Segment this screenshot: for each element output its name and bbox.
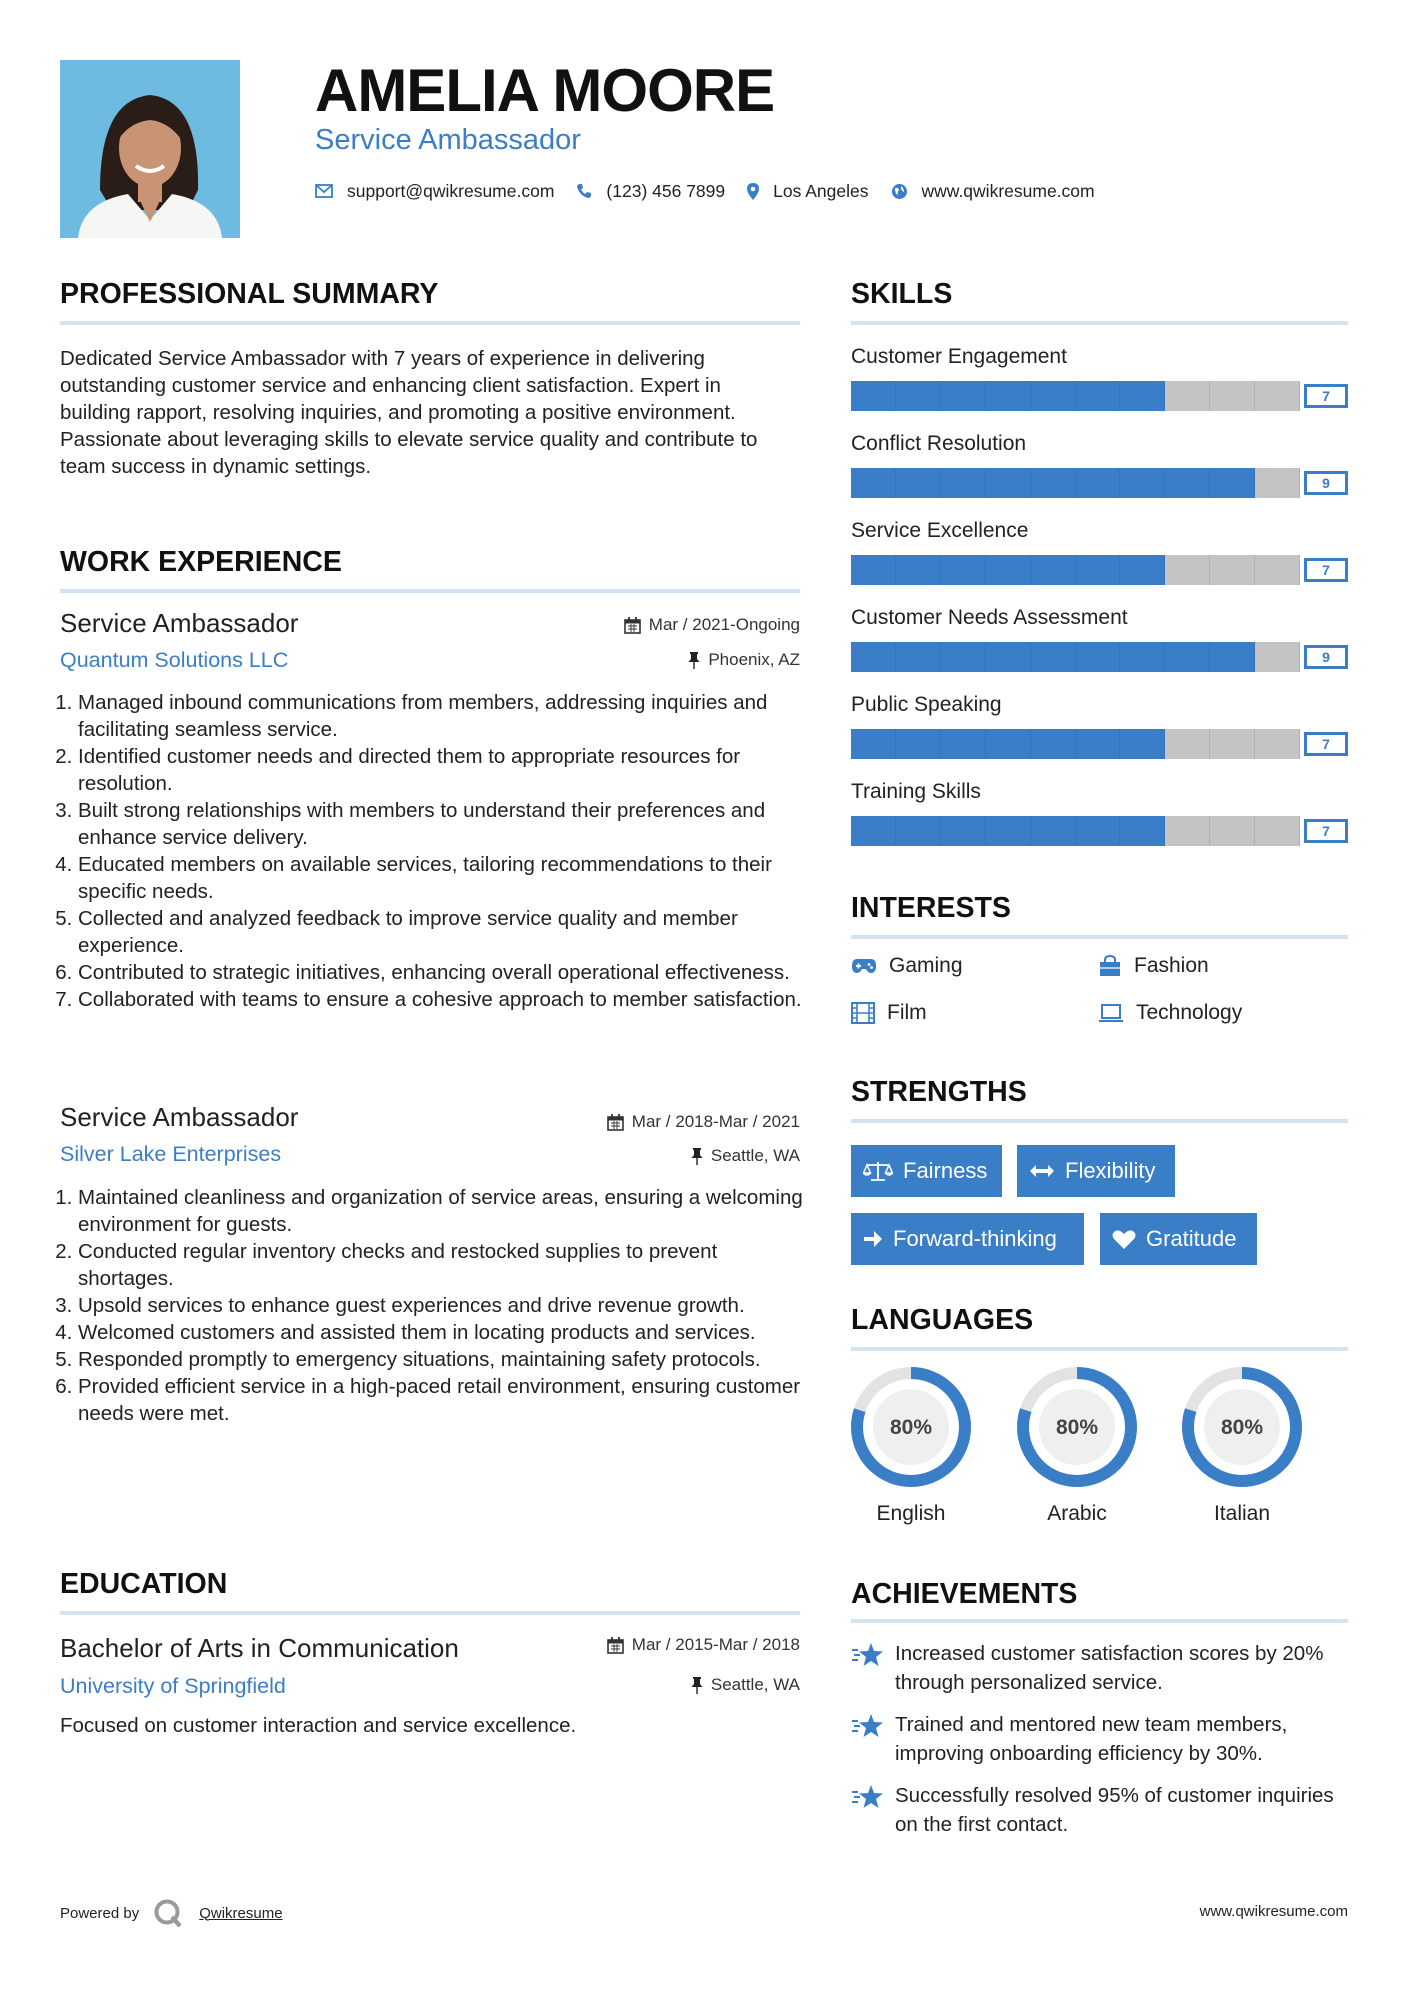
summary-text: Dedicated Service Ambassador with 7 years of experience in delivering outstanding customer service and enhancing client satisfaction. Expert in building rapport, resolving inquiries, and promoting a positive environment. Passionate about leveraging skills to elevate service quality and contribute to team success in dynamic settings. (60, 347, 758, 478)
list-item: 4. Welcomed customers and assisted them in locating products and services. (78, 1319, 813, 1346)
skill-bar-segment-filled (986, 816, 1031, 846)
language-percent: 80% (1055, 1416, 1099, 1439)
interest-label: Film (887, 1001, 927, 1024)
skill-bar-segment-filled (986, 729, 1031, 759)
contact-bar (315, 178, 1117, 204)
skill-bar-segment-filled (851, 642, 896, 672)
skill-bar (851, 555, 1348, 585)
language-item (1180, 1365, 1304, 1526)
list-item: 5. Collected and analyzed feedback to improve service quality and member experience. (78, 905, 803, 959)
skill-bar (851, 729, 1348, 759)
skill-bar-segment-filled (896, 729, 941, 759)
skill-label: Service Excellence (851, 519, 1029, 542)
contact-phone-text: (123) 456 7899 (606, 180, 726, 201)
interest-item-fashion (1098, 954, 1209, 978)
skill-bar-segment-filled (1031, 816, 1076, 846)
contact-website[interactable] (891, 181, 1095, 202)
strength-label: Fairness (903, 1158, 988, 1183)
education-dates-text: Mar / 2015-Mar / 2018 (631, 1635, 800, 1654)
pushpin-icon (688, 652, 700, 669)
achievement-text: Increased customer satisfaction scores by 20% through personalized service. (895, 1642, 1324, 1694)
skill-bar (851, 468, 1348, 498)
skill-level-badge: 7 (1304, 558, 1348, 582)
skill-label: Customer Engagement (851, 345, 1067, 368)
strength-label: Forward-thinking (893, 1226, 1057, 1251)
list-item: 4. Educated members on available services, tailoring recommendations to their specific needs. (78, 851, 803, 905)
qwikresume-logo-icon (153, 1898, 185, 1928)
skill-bar-segment-filled (986, 642, 1031, 672)
powered-by-text: Powered by (60, 1904, 140, 1922)
experience-divider (60, 589, 800, 593)
job-2-title: Service Ambassador (60, 1102, 299, 1132)
list-item: 6. Contributed to strategic initiatives, enhancing overall operational effectiveness. (78, 959, 803, 986)
job-2-dates-text: Mar / 2018-Mar / 2021 (631, 1112, 800, 1131)
job-1-dates-text: Mar / 2021-Ongoing (648, 615, 800, 634)
skill-bar-segment-filled (941, 468, 986, 498)
strength-tag-fairness (851, 1145, 1002, 1197)
language-percent: 80% (889, 1416, 933, 1439)
list-item: 1. Managed inbound communications from members, addressing inquiries and facilitating seamless service. (78, 689, 803, 743)
skill-level-badge: 7 (1304, 384, 1348, 408)
skill-label: Customer Needs Assessment (851, 606, 1128, 629)
list-item: 1. Maintained cleanliness and organization of service areas, ensuring a welcoming environment for guests. (78, 1184, 813, 1238)
skill-bar-segment-filled (1210, 642, 1255, 672)
languages-divider (851, 1347, 1348, 1351)
skill-bar-segment-filled (986, 468, 1031, 498)
calendar-icon (607, 1114, 624, 1131)
achievement-item (851, 1710, 1351, 1768)
summary-divider (60, 321, 800, 325)
heart-icon (1112, 1229, 1136, 1250)
achievements-divider (851, 1619, 1348, 1623)
list-item: 2. Identified customer needs and directed them to appropriate resources for resolution. (78, 743, 803, 797)
strengths-heading: STRENGTHS (851, 1076, 1027, 1108)
language-ring (1180, 1365, 1304, 1489)
shopping-bag-icon (1098, 955, 1122, 977)
skill-bar-segment-filled (1210, 468, 1255, 498)
language-ring (849, 1365, 973, 1489)
film-icon (851, 1002, 875, 1024)
skill-bar-segment-filled (1076, 729, 1121, 759)
map-pin-icon (747, 183, 759, 200)
skill-bar-segment-filled (1031, 642, 1076, 672)
calendar-icon (624, 617, 641, 634)
skill-bar-segment-filled (851, 729, 896, 759)
pushpin-icon (691, 1677, 703, 1694)
skill-bar-segment-filled (896, 468, 941, 498)
list-item: 7. Collaborated with teams to ensure a cohesive approach to member satisfaction. (78, 986, 803, 1013)
education-heading: EDUCATION (60, 1568, 228, 1600)
interest-item-gaming (851, 954, 963, 978)
interest-item-film (851, 1001, 927, 1025)
skill-bar-segment-filled (851, 816, 896, 846)
skill-bar-segment-empty (1210, 816, 1255, 846)
strength-label: Gratitude (1146, 1226, 1237, 1251)
arrows-horizontal-icon (1029, 1164, 1055, 1178)
footer-website[interactable]: www.qwikresume.com (1199, 1903, 1348, 1920)
education-divider (60, 1611, 800, 1615)
achievement-item (851, 1781, 1351, 1839)
skill-bar-segment-filled (851, 555, 896, 585)
skill-label: Conflict Resolution (851, 432, 1027, 455)
strength-label: Flexibility (1065, 1158, 1156, 1183)
achievement-star-icon (851, 1642, 885, 1668)
skill-bar-segment-filled (986, 555, 1031, 585)
education-location-text: Seattle, WA (710, 1675, 800, 1694)
skill-bar-segment-filled (851, 381, 896, 411)
skill-bar-segment-filled (941, 555, 986, 585)
education-description: Focused on customer interaction and service excellence. (60, 1714, 577, 1737)
skill-bar-segment-empty (1210, 381, 1255, 411)
language-label: Italian (1213, 1502, 1271, 1525)
skill-bar-segment-filled (1120, 816, 1165, 846)
skill-level-badge: 7 (1304, 732, 1348, 756)
skill-bar-segment-filled (1031, 555, 1076, 585)
skill-bar-segment-empty (1165, 381, 1210, 411)
skill-bar-segment-empty (1255, 729, 1300, 759)
contact-location (747, 181, 868, 202)
footer-brand-link[interactable]: Qwikresume (199, 1904, 283, 1922)
gamepad-icon (851, 958, 877, 974)
achievement-star-icon (851, 1713, 885, 1739)
strengths-divider (851, 1119, 1348, 1123)
skill-level-badge: 9 (1304, 645, 1348, 669)
language-item (849, 1365, 973, 1526)
skill-bar-segment-filled (1031, 729, 1076, 759)
skill-bar-segment-filled (1076, 555, 1121, 585)
contact-email-text: support@qwikresume.com (347, 180, 555, 201)
skill-bar-segment-empty (1255, 555, 1300, 585)
interest-label: Gaming (889, 954, 963, 977)
strength-tag-gratitude (1100, 1213, 1257, 1265)
achievement-text: Successfully resolved 95% of customer inquiries on the first contact. (895, 1784, 1334, 1836)
skill-bar-segment-filled (1076, 642, 1121, 672)
skill-bar-segment-empty (1165, 555, 1210, 585)
job-2-location-text: Seattle, WA (710, 1146, 800, 1165)
list-item: 3. Upsold services to enhance guest experiences and drive revenue growth. (78, 1292, 813, 1319)
interests-divider (851, 935, 1348, 939)
job-1-company: Quantum Solutions LLC (60, 648, 289, 672)
skill-bar-segment-filled (1165, 642, 1210, 672)
phone-icon (576, 183, 592, 199)
job-1-dates (480, 615, 800, 635)
skill-bar-segment-filled (941, 642, 986, 672)
list-item: 3. Built strong relationships with members to understand their preferences and enhance service delivery. (78, 797, 803, 851)
language-item (1015, 1365, 1139, 1526)
skill-bar-segment-filled (986, 381, 1031, 411)
skill-bar (851, 816, 1348, 846)
skill-bar-segment-filled (1031, 381, 1076, 411)
skill-bar (851, 381, 1348, 411)
skill-bar-segment-empty (1255, 468, 1300, 498)
skill-bar-segment-filled (1120, 381, 1165, 411)
job-2-dates (480, 1112, 800, 1132)
skill-bar-segment-filled (1031, 468, 1076, 498)
candidate-title: Service Ambassador (315, 124, 581, 156)
skill-label: Public Speaking (851, 693, 1002, 716)
skill-bar-segment-empty (1255, 642, 1300, 672)
job-1-bullets (60, 689, 803, 1013)
skill-bar-segment-filled (896, 381, 941, 411)
job-2-company: Silver Lake Enterprises (60, 1142, 282, 1166)
skill-bar-segment-empty (1255, 381, 1300, 411)
achievements-heading: ACHIEVEMENTS (851, 1578, 1078, 1610)
skill-bar-segment-empty (1210, 729, 1255, 759)
strength-tag-flexibility (1017, 1145, 1175, 1197)
calendar-icon (607, 1637, 624, 1654)
envelope-icon (315, 184, 333, 198)
skill-bar-segment-filled (896, 816, 941, 846)
skill-level-badge: 7 (1304, 819, 1348, 843)
list-item: 6. Provided efficient service in a high-paced retail environment, ensuring customer needs were met. (78, 1373, 813, 1427)
skill-bar-segment-filled (851, 468, 896, 498)
skill-bar-segment-filled (1120, 555, 1165, 585)
skill-bar-segment-filled (1076, 816, 1121, 846)
achievement-star-icon (851, 1784, 885, 1810)
language-ring (1015, 1365, 1139, 1489)
list-item: 2. Conducted regular inventory checks and restocked supplies to prevent shortages. (78, 1238, 813, 1292)
contact-location-text: Los Angeles (773, 180, 869, 201)
language-label: English (876, 1502, 946, 1525)
skill-bar-segment-filled (1076, 468, 1121, 498)
candidate-name: AMELIA MOORE (315, 57, 775, 124)
experience-heading: WORK EXPERIENCE (60, 546, 342, 578)
job-1-location-text: Phoenix, AZ (708, 650, 800, 669)
skill-label: Training Skills (851, 780, 981, 803)
job-1-title: Service Ambassador (60, 608, 299, 638)
skill-bar-segment-empty (1255, 816, 1300, 846)
skill-bar-segment-filled (1076, 381, 1121, 411)
skill-bar-segment-filled (1120, 468, 1165, 498)
interest-item-technology (1098, 1001, 1242, 1025)
summary-heading: PROFESSIONAL SUMMARY (60, 278, 439, 310)
contact-website-text: www.qwikresume.com (921, 180, 1095, 201)
skill-bar-segment-filled (941, 816, 986, 846)
skills-divider (851, 321, 1348, 325)
languages-heading: LANGUAGES (851, 1304, 1034, 1336)
arrow-right-icon (863, 1230, 883, 1248)
skill-bar-segment-filled (1120, 729, 1165, 759)
skill-bar-segment-empty (1165, 729, 1210, 759)
globe-icon (891, 183, 908, 200)
balance-scale-icon (863, 1160, 893, 1182)
skills-heading: SKILLS (851, 278, 953, 310)
strength-tag-forward-thinking (851, 1213, 1084, 1265)
footer-powered-by (60, 1898, 283, 1928)
job-2-bullets (60, 1184, 813, 1427)
skill-bar-segment-empty (1210, 555, 1255, 585)
contact-email[interactable] (315, 181, 554, 202)
language-label: Arabic (1047, 1502, 1107, 1525)
job-2-location (480, 1146, 800, 1166)
skill-level-badge: 9 (1304, 471, 1348, 495)
interest-label: Fashion (1134, 954, 1209, 977)
skill-bar-segment-filled (896, 642, 941, 672)
interests-heading: INTERESTS (851, 892, 1011, 924)
skill-bar-segment-filled (1165, 468, 1210, 498)
skill-bar-segment-filled (896, 555, 941, 585)
skill-bar-segment-filled (1120, 642, 1165, 672)
pushpin-icon (691, 1148, 703, 1165)
job-1-location (480, 650, 800, 670)
education-location (480, 1675, 800, 1695)
education-degree: Bachelor of Arts in Communication (60, 1633, 459, 1663)
skill-bar (851, 642, 1348, 672)
skill-bar-segment-empty (1165, 816, 1210, 846)
skill-bar-segment-filled (941, 381, 986, 411)
skill-bar-segment-filled (941, 729, 986, 759)
list-item: 5. Responded promptly to emergency situations, maintaining safety protocols. (78, 1346, 813, 1373)
education-school: University of Springfield (60, 1674, 286, 1698)
interest-label: Technology (1136, 1001, 1243, 1024)
contact-phone[interactable] (576, 181, 725, 202)
language-percent: 80% (1220, 1416, 1264, 1439)
achievement-item (851, 1639, 1351, 1697)
education-dates (480, 1635, 800, 1655)
achievement-text: Trained and mentored new team members, improving onboarding efficiency by 30%. (895, 1713, 1288, 1765)
laptop-icon (1098, 1003, 1124, 1023)
profile-photo (60, 60, 240, 238)
